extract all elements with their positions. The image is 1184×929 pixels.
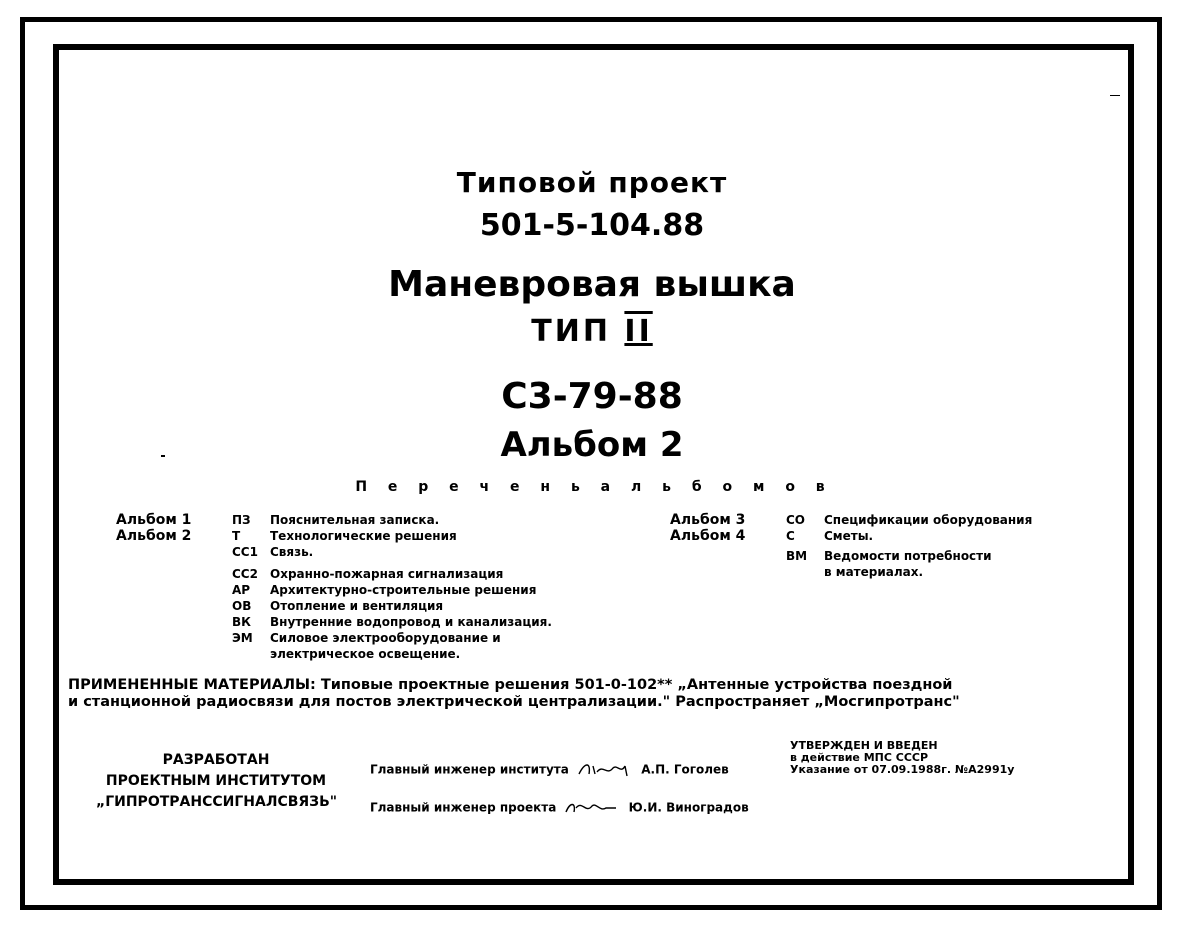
item-code: Т — [232, 529, 241, 543]
list-item — [232, 598, 552, 614]
list-item — [232, 528, 552, 544]
approval-line: УТВЕРЖДЕН И ВВЕДЕН — [790, 739, 938, 752]
item-code: ВМ — [786, 549, 808, 563]
list-item — [786, 528, 1032, 544]
developer-line: „ГИПРОТРАНССИГНАЛСВЯЗЬ" — [96, 794, 338, 810]
developer-line: ПРОЕКТНЫМ ИНСТИТУТОМ — [105, 773, 327, 789]
item-text: Связь. — [270, 545, 314, 559]
item-text: электрическое освещение. — [270, 647, 461, 661]
materials-line: ПРИМЕНЕННЫЕ МАТЕРИАЛЫ: Типовые проектные решения 501-0-102** „Антенные устройства поездной — [68, 677, 953, 693]
item-code: ВК — [232, 615, 251, 629]
project-label: Типовой проект — [456, 166, 728, 199]
developer-line: РАЗРАБОТАН — [162, 752, 270, 768]
item-code: ПЗ — [232, 513, 251, 527]
right-album-items — [786, 512, 1032, 580]
materials-line: и станционной радиосвязи для постов электрической централизации." Распространяет „Мосгипротранс" — [68, 694, 960, 710]
stray-mark — [1110, 95, 1120, 96]
album-name: Альбом 2 — [116, 528, 192, 544]
item-text: Технологические решения — [270, 529, 457, 543]
list-item — [232, 646, 552, 662]
list-item — [232, 544, 552, 560]
item-code: СО — [786, 513, 806, 527]
item-text: Силовое электрооборудование и — [270, 631, 501, 645]
signature-role: Главный инженер проекта — [370, 800, 557, 815]
item-text: Спецификации оборудования — [824, 513, 1033, 527]
approval-block — [790, 740, 1014, 776]
album-list-heading: П е р е ч е н ь а л ь б о м о в — [355, 479, 829, 495]
applied-materials — [68, 677, 960, 711]
item-code: ОВ — [232, 599, 252, 613]
album-title: Альбом 2 — [500, 425, 684, 465]
signature-name: Ю.И. Виноградов — [628, 800, 749, 815]
signature-mark — [564, 798, 620, 818]
signature-name: А.П. Гоголев — [641, 762, 729, 777]
item-code: СС1 — [232, 545, 258, 559]
left-album-names — [116, 512, 191, 544]
approval-line: Указание от 07.09.1988г. №А2991у — [790, 763, 1015, 776]
list-item — [232, 614, 552, 630]
item-text: Архитектурно-строительные решения — [270, 583, 537, 597]
list-item — [232, 566, 552, 582]
list-item — [232, 630, 552, 646]
item-code: ЭМ — [232, 631, 253, 645]
album-name: Альбом 4 — [670, 528, 746, 544]
signature-institute — [370, 760, 729, 780]
item-text: Охранно-пожарная сигнализация — [270, 567, 504, 581]
list-item — [786, 512, 1032, 528]
list-item — [786, 564, 1032, 580]
item-text: Пояснительная записка. — [270, 513, 440, 527]
project-number: 501-5-104.88 — [479, 208, 705, 243]
item-code: С — [786, 529, 795, 543]
list-item — [786, 548, 1032, 564]
type-line — [0, 314, 1184, 349]
album-name: Альбом 3 — [670, 512, 746, 528]
item-text: в материалах. — [824, 565, 924, 579]
list-item — [232, 582, 552, 598]
approval-line: в действие МПС СССР — [790, 751, 929, 764]
item-text: Ведомости потребности — [824, 549, 992, 563]
developer-block — [96, 750, 336, 813]
right-album-names — [670, 512, 745, 544]
type-label: ТИП — [531, 314, 611, 349]
signature-role: Главный инженер института — [370, 762, 569, 777]
left-album-items — [232, 512, 552, 662]
item-code: СС2 — [232, 567, 258, 581]
page-title: Маневровая вышка — [388, 264, 796, 305]
list-item — [232, 512, 552, 528]
signature-mark — [577, 760, 633, 780]
item-text: Сметы. — [824, 529, 874, 543]
item-text: Внутренние водопровод и канализация. — [270, 615, 552, 629]
item-code: АР — [232, 583, 251, 597]
type-numeral: II — [624, 314, 653, 349]
project-code: С3-79-88 — [501, 376, 683, 417]
album-name: Альбом 1 — [116, 512, 192, 528]
item-text: Отопление и вентиляция — [270, 599, 444, 613]
signature-project — [370, 798, 749, 818]
